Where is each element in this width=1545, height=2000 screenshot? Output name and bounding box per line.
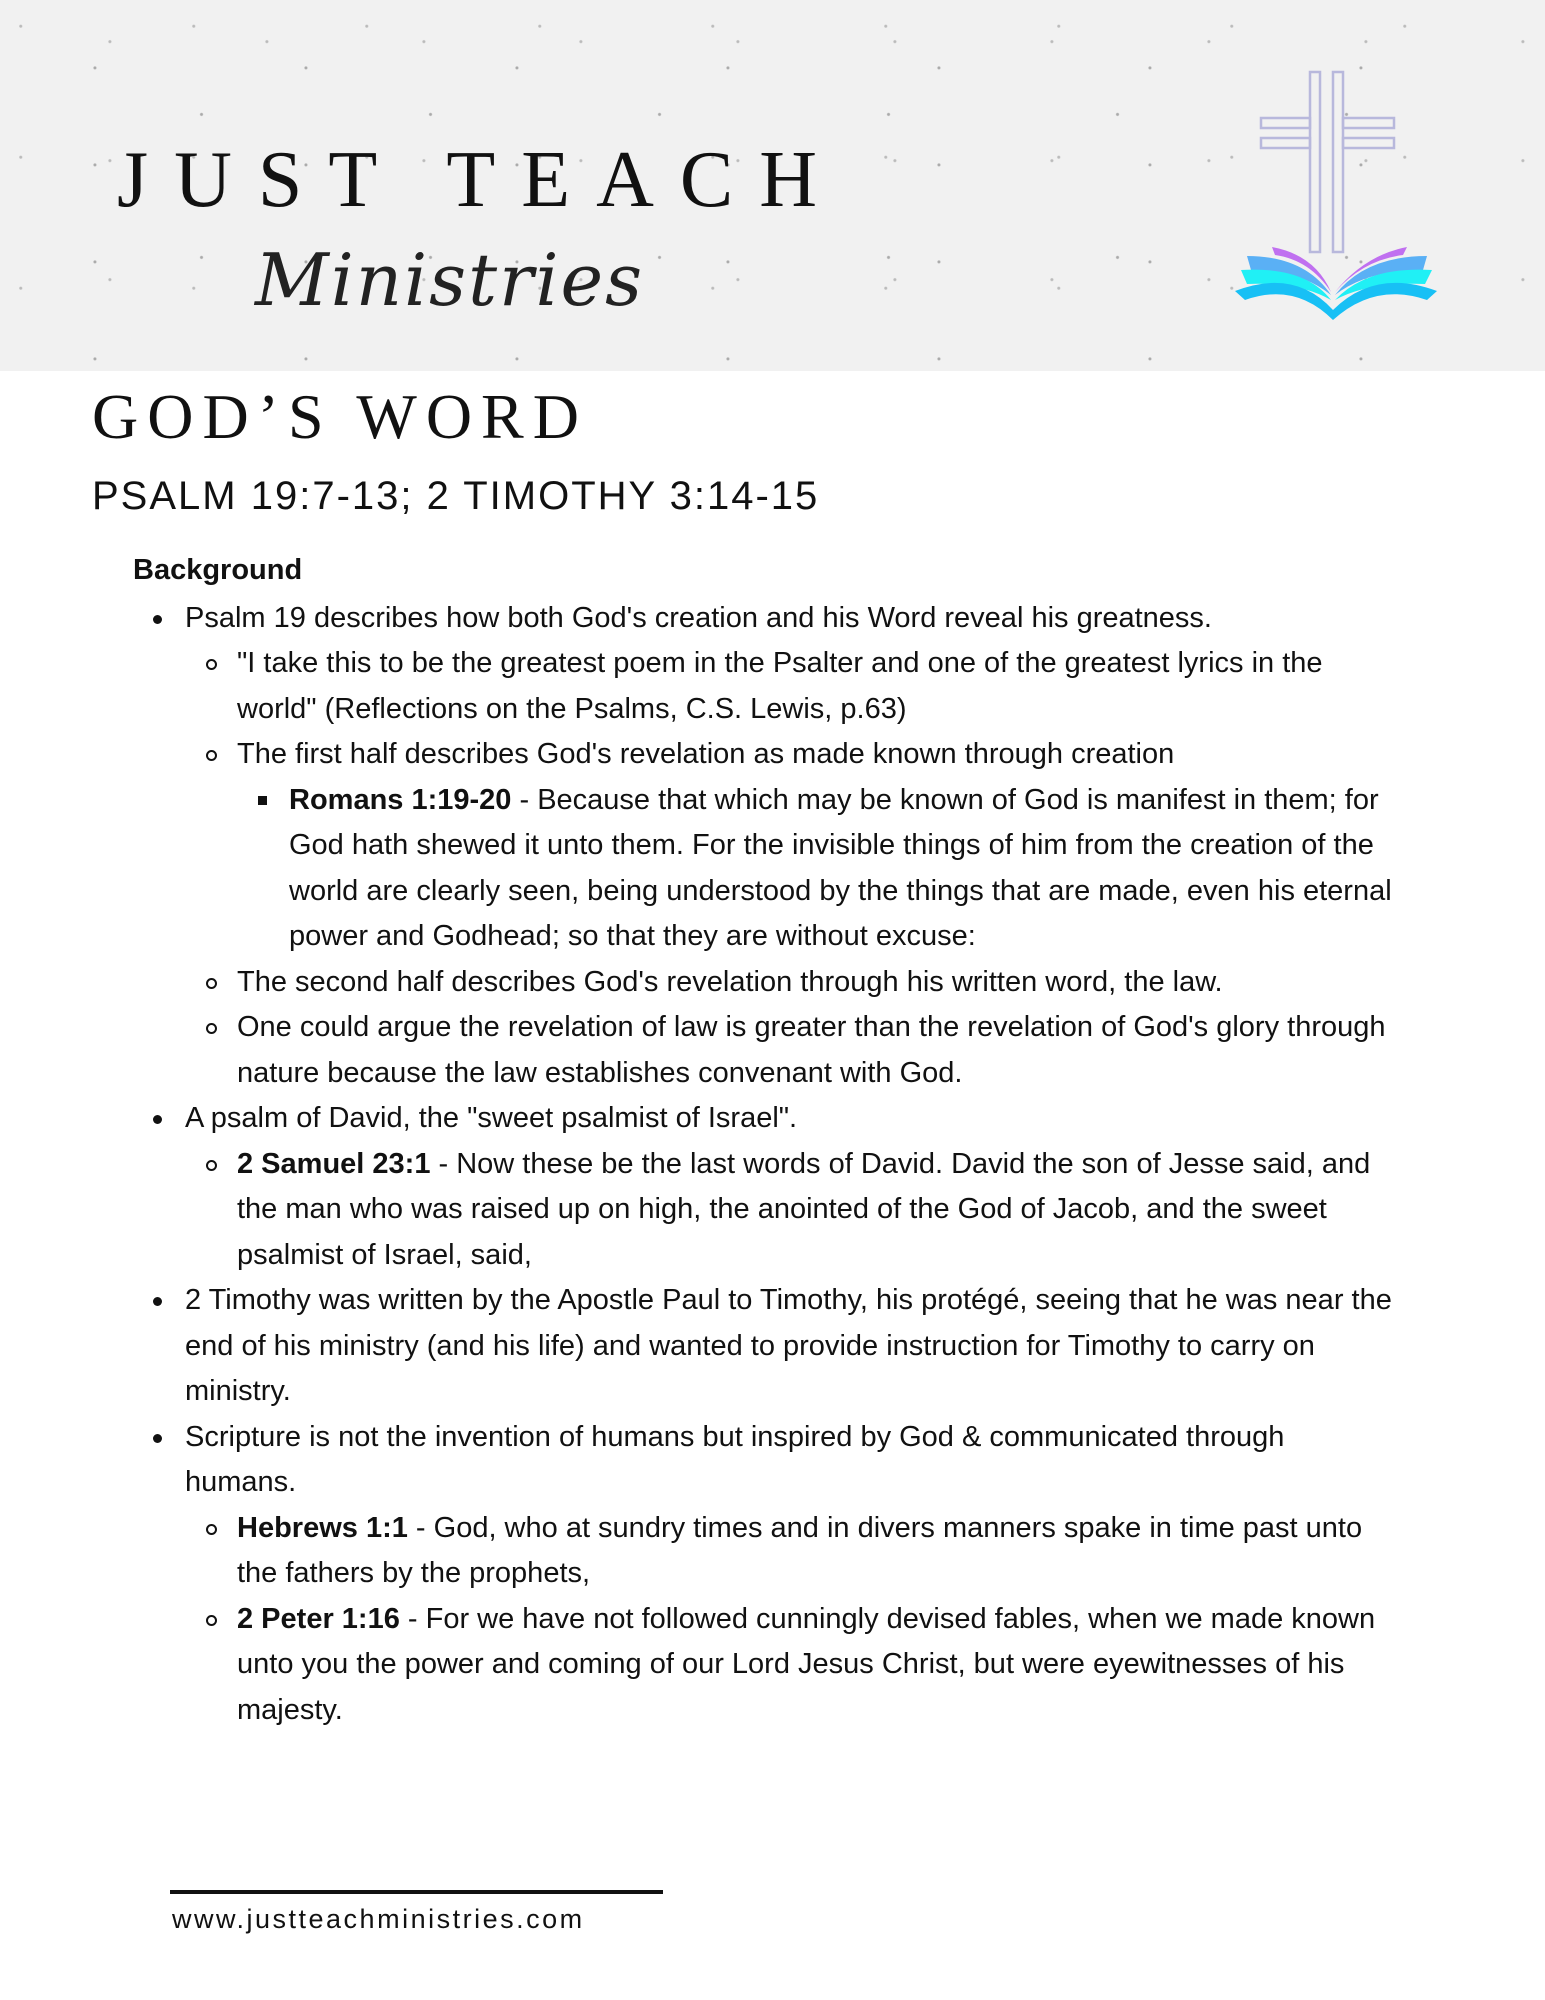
list-item [185, 1142, 1403, 1279]
logo-script: Ministries [255, 238, 645, 322]
list-item [185, 732, 1403, 960]
list-item-text: One could argue the revelation of law is greater than the revelation of God's glory through nature because the law establishes convenant with God. [237, 1011, 1386, 1089]
verse-text: - God, who at sundry times and in divers manners spake in time past unto the fathers by the prophets, [237, 1511, 1363, 1589]
header-banner [0, 0, 1545, 371]
notes-content [133, 548, 1403, 1733]
verse-reference: 2 Peter 1:16 [237, 1602, 400, 1635]
verse-text: - For we have not followed cunningly devised fables, when we made known unto you the power and coming of our Lord Jesus Christ, but were eyewitnesses of his majesty. [237, 1602, 1376, 1726]
list-item-text: Scripture is not the invention of humans but inspired by God & communicated through humans. [185, 1420, 1285, 1498]
list-item [237, 778, 1403, 960]
scripture-reference: PSALM 19:7-13; 2 TIMOTHY 3:14-15 [92, 474, 820, 518]
verse-reference: Romans 1:19-20 [289, 783, 512, 816]
list-item-text: Psalm 19 describes how both God's creation and his Word reveal his greatness. [185, 601, 1212, 634]
list-item-text: The second half describes God's revelation through his written word, the law. [237, 965, 1223, 998]
list-item [133, 596, 1403, 1097]
list-item [133, 1415, 1403, 1734]
list-item [133, 1096, 1403, 1278]
list-item [185, 1005, 1403, 1096]
list-item [185, 1506, 1403, 1597]
verse-text: - Now these be the last words of David. David the son of Jesse said, and the man who was raised up on high, the anointed of the God of Jacob, and the sweet psalmist of Israel, said, [237, 1147, 1371, 1271]
list-item [185, 641, 1403, 732]
bullet-list [133, 596, 1403, 1734]
list-item-text: The first half describes God's revelation as made known through creation [237, 738, 1175, 770]
cross-and-open-bible-icon [1215, 60, 1495, 330]
list-item-text: 2 Timothy was written by the Apostle Paul to Timothy, his protégé, seeing that he was near the end of his ministry (and his life) and wanted to provide instruction for Timothy to carry on ministry. [185, 1284, 1392, 1407]
logo-wordmark: JUST TEACH [117, 136, 844, 224]
list-item [185, 960, 1403, 1006]
list-item [185, 1597, 1403, 1734]
verse-reference: Hebrews 1:1 [237, 1511, 408, 1544]
list-item [133, 1278, 1403, 1415]
verse-reference: 2 Samuel 23:1 [237, 1147, 431, 1180]
section-heading: Background [133, 554, 303, 586]
verse-text: - Because that which may be known of God is manifest in them; for God hath shewed it unto them. For the invisible things of him from the creation of the world are clearly seen, being understood by the things that are made, even his eternal power and Godhead; so that they are without excuse: [289, 783, 1392, 952]
list-item-text: A psalm of David, the "sweet psalmist of Israel". [185, 1102, 798, 1134]
footer-divider [170, 1890, 663, 1894]
page-title: GOD’S WORD [92, 381, 588, 452]
list-item-text: "I take this to be the greatest poem in the Psalter and one of the greatest lyrics in the world" (Reflections on the Psalms, C.S. Lewis, p.63) [237, 647, 1323, 725]
footer-website-link[interactable]: www.justteachministries.com [172, 1904, 585, 1934]
